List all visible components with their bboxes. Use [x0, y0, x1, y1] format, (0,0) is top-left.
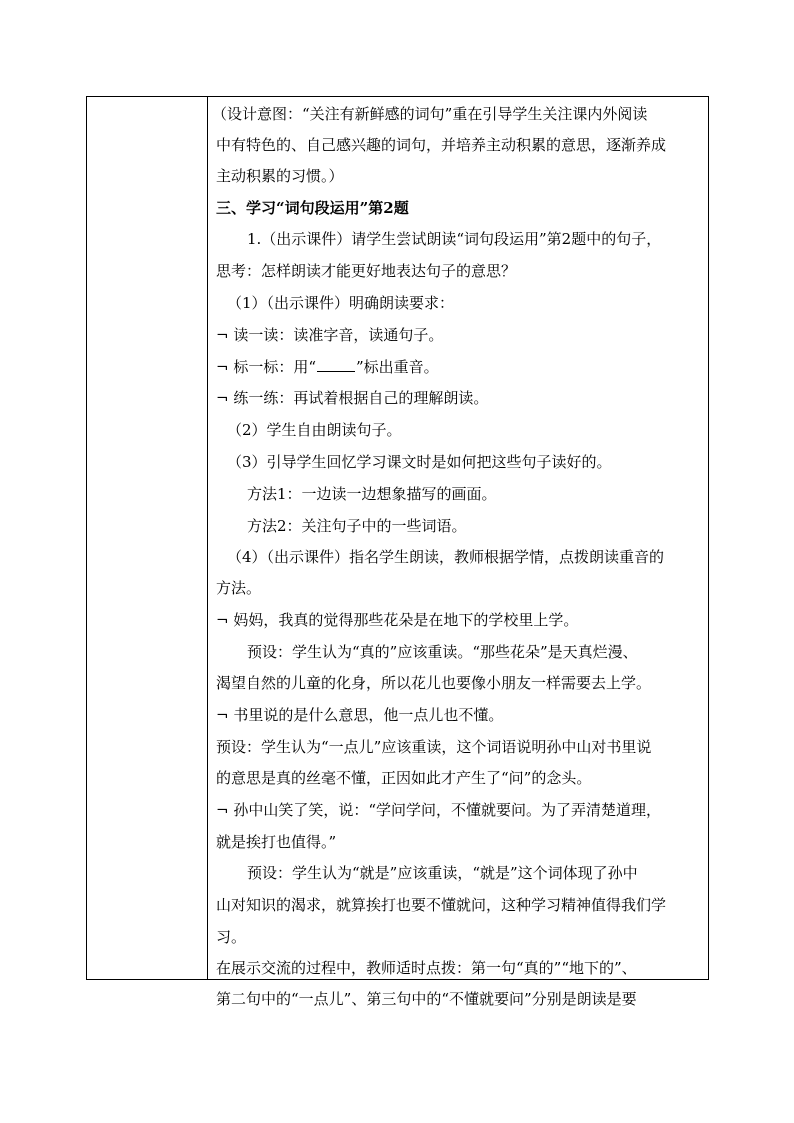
step-3-line: （3）引导学生回忆学习课文时是如何把这些句子读好的。 [227, 453, 612, 471]
step-4-line-2: 方法。 [216, 579, 262, 597]
design-intent-line-2: 中有特色的、自己感兴趣的词句，并培养主动积累的意思，逐渐养成 [216, 136, 667, 154]
requirement-mark-part2: ”标出重音。 [356, 358, 439, 376]
step-2-line: （2）学生自由朗读句子。 [227, 421, 402, 439]
preset-3-line-1: 预设：学生认为“就是”应该重读，“就是”这个词体现了孙中 [247, 864, 638, 882]
preset-1-line-1: 预设：学生认为“真的”应该重读。“那些花朵”是天真烂漫、 [247, 643, 638, 661]
task-1-line-2: 思考：怎样朗读才能更好地表达句子的意思？ [216, 262, 517, 280]
design-intent-line-1: （设计意图：“关注有新鲜感的词句”重在引导学生关注课内外阅读 [212, 105, 648, 123]
preset-2-line-2: 的意思是真的丝毫不懂，正因如此才产生了“问”的念头。 [216, 769, 592, 787]
left-column-cell [87, 97, 208, 979]
sentence-1: ¬ 妈妈，我真的觉得那些花朵是在地下的学校里上学。 [216, 611, 579, 629]
sentence-3-line-2: 就是挨打也值得。” [216, 833, 337, 851]
method-1-line: 方法1：一边读一边想象描写的画面。 [247, 485, 497, 503]
sentence-3-line-1: ¬ 孙中山笑了笑，说：“学问学问，不懂就要问。为了弄清楚道理， [216, 801, 662, 819]
summary-line-1: 在展示交流的过程中，教师适时点拨：第一句“真的”“地下的”、 [216, 959, 637, 977]
preset-3-line-2: 山对知识的渴求，就算挨打也要不懂就问，这种学习精神值得我们学 [216, 896, 667, 914]
task-1-line-1: 1.（出示课件）请学生尝试朗读“词句段运用”第2题中的句子， [247, 230, 662, 248]
requirement-practice: ¬ 练一练：再试着根据自己的理解朗读。 [216, 389, 489, 407]
sentence-2: ¬ 书里说的是什么意思，他一点儿也不懂。 [216, 706, 504, 724]
step-4-line-1: （4）（出示课件）指名学生朗读，教师根据学情，点拨朗读重音的 [227, 548, 665, 566]
requirement-read: ¬ 读一读：读准字音，读通句子。 [216, 326, 444, 344]
requirement-mark [216, 356, 439, 378]
summary-line-2: 第二句中的“一点儿”、第三句中的“不懂就要问”分别是朗读是要 [216, 990, 637, 1008]
method-2-line: 方法2：关注句子中的一些词语。 [247, 517, 467, 535]
preset-3-line-3: 习。 [216, 928, 247, 946]
step-1-line: （1）（出示课件）明确朗读要求： [227, 294, 455, 312]
requirement-mark-part1: ¬ 标一标：用“ [216, 358, 317, 376]
preset-1-line-2: 渴望自然的儿童的化身，所以花儿也要像小朋友一样需要去上学。 [216, 674, 652, 692]
preset-2-line-1: 预设：学生认为“一点儿”应该重读，这个词语说明孙中山对书里说 [216, 738, 652, 756]
design-intent-line-3: 主动积累的习惯。） [216, 167, 344, 185]
section-heading: 三、学习“词句段运用”第2题 [216, 199, 409, 217]
underline-blank [317, 359, 355, 372]
lesson-table [86, 96, 709, 1008]
